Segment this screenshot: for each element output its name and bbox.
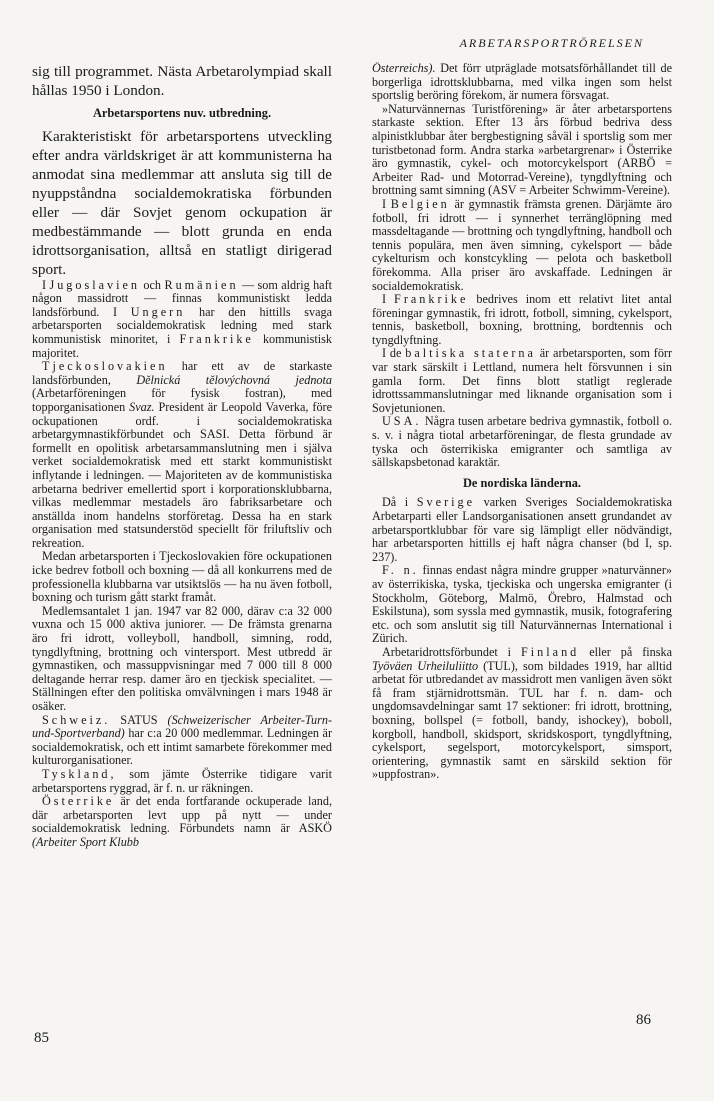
paragraph-membership: Medlemsantalet 1 jan. 1947 var 82 000, därav c:a 32 000 vuxna och 15 000 aktiva juniorer. — De främsta grenarna äro fri idrott, volleyboll, handboll, simning, rodd, tyngdlyftning, brottning och vintersport. Mest utbredd är gymnastiken, och massuppvisningar med 7 000 till 8 000 deltagande herrar resp. damer äro en tjeckisk specialitet. — Ställningen efter den politiska omvälvningen i mars 1948 är osäker. (32, 603, 332, 713)
page-number-right: 86 (636, 1012, 651, 1028)
paragraph-france: I Frankrike bedrives inom ett relativt litet antal föreningar gymnastik, fri idrott, fotboll, simning, cykelsport, tennis, basketboll, boxning, brottning, bordtennis och tyngdlyftning. (372, 292, 672, 347)
paragraph-usa: USA. Några tusen arbetare bedriva gymnastik, fotboll o. s. v. i några tiotal arbetarföreningar, de flesta grundade av tyska och österrikiska emigranter och samtliga av sällskapsbetonad karaktär. (372, 414, 672, 470)
paragraph-sweden: Då i Sverige varken Sveriges Socialdemokratiska Arbetarparti eller Landsorganisationen ansett grundandet av arbetarsportklubbar för vare sig lämpligt eller nödvändigt, har arbetarsporten hittills ej haft några chanser (bd I, sp. 237). (372, 495, 672, 564)
paragraph-naturfriends: »Naturvännernas Turistförening» är åter arbetarsportens starkaste sektion. Efter 13 års förbud bedriva dess alpinistklubbar åter bergbestigning såväl i sportslig som mer turistbetonad form. Andra starka »arbetargrenar» i Österrike äro gymnastik, cykel- och motorcykelsport (ARBÖ = Arbeiter Rad- und Motorrad-Vereine), tyngdlyftning och brottning samt simning (ASV = Arbeiter Schwimm-Vereine). (372, 101, 672, 198)
paragraph-characteristics: Karakteristiskt för arbetarsportens utveckling efter andra världskriget är att kommunisterna ha anmodat sina medlemmar att ansluta sig till de nyuppståndna socialdemokratiska förbunden eller — där Sovjet genom ockupation är medbestämmande — blott grunda en enda idrottsorganisation, alltså en statligt dirigerad sport. (32, 127, 332, 278)
section-heading-nordic: De nordiska länderna. (462, 475, 582, 490)
paragraph-czech-football: Medan arbetarsporten i Tjeckoslovakien före ockupationen icke bedrev fotboll och boxning — då all konkurrens med de professionella klubbarna var utsiktslös — ha nu även fotboll, boxning och turism gått starkt framåt. (32, 549, 332, 605)
page-number-left: 85 (34, 1030, 49, 1046)
paragraph-czechoslovakia: Tjeckoslovakien har ett av de starkaste landsförbunden, Dělnická tělovýchovná jednota (Arbetarföreningen för fysisk fostran), med topporganisationen Svaz. President är Leopold Vaverka, före ockupationen ordf. i socialdemokratiska arbetargymnastikförbundet och SASI. Detta förbund är formellt en opolitisk arbetarsammanslutning men i själva verket socialdemokratisk med ett starkt kommunistiskt inflytande i ledningen. — Majoriteten av de kommunistiska arbetarna bedriver emellertid sport i korporationsklubbarna, vilkas medlemmar mestadels äro fabriksarbetare och anställda inom handelns storföretag. Dessa ha en stark organisation med statsunderstöd speciellt för friluftsliv och rekreation. (32, 359, 332, 550)
right-column (372, 62, 672, 992)
running-header: ARBETARSPORTRÖRELSEN (459, 36, 644, 50)
paragraph-current-groups: F. n. finnas endast några mindre grupper »naturvänner» av österrikiska, tyska, tjeckiska och ungerska emigranter (i Stockholm, Göteborg, Malmö, Örebro, Halmstad och Eskilstuna), som syssla med gymnastik, musik, fotografering etc. och som anslutit sig till Naturvännernas International i Zürich. (372, 563, 672, 646)
paragraph-switzerland: Schweiz. SATUS (Schweizerischer Arbeiter-Turn-und-Sportverband) har c:a 20 000 medlemmar. Ledningen är socialdemokratisk, och ett intimt samarbete förekommer med kulturorganisationer. (32, 712, 332, 768)
paragraph-austria-continued: Österreichs). Det förr utpräglade motsatsförhållandet till de borgerliga idrottsklubbarna, med vilka ingen som helst sportslig beröring förekom, är numera försvagat. (372, 62, 672, 103)
section-heading-current-spread: Arbetarsportens nuv. utbredning. (92, 106, 272, 120)
paragraph-germany: Tyskland, som jämte Österrike tidigare varit arbetarsportens ryggrad, är f. n. ur räkningen. (32, 766, 332, 795)
paragraph-baltic-states: I de baltiska staterna är arbetarsporten, som förr var stark särskilt i Lettland, numera helt försvunnen i sin gamla form. Det finns blott statligt reglerade idrottssammanslutningar med liknande organisation som i Sovjetunionen. (372, 346, 672, 415)
paragraph-belgium: I Belgien är gymnastik främsta grenen. Därjämte äro fotboll, fri idrott — i synnerhet terränglöpning med massdeltagande — brottning och tyngdlyftning, handboll och tennis populära, men även simning, cykelsport — både cykelturism och konstcykling — pelota och basketboll förekomma. Alla priser äro avskaffade. Ledningen är socialdemokratisk. (372, 196, 672, 293)
left-column (32, 62, 332, 1022)
paragraph-finland: Arbetaridrottsförbundet i Finland eller på finska Työväen Urheiluliitto (TUL), som bildades 1919, har alltid arbetat för utbredandet av massidrott men vanligen även sökt få fram stjärnidrottsmän. TUL har f. n. dam- och ungdomsavdelningar samt 17 sektioner: fri idrott, brottning, boxning, bollspel (= fotboll, bandy, ishockey), boboll, korgboll, handboll, skidsport, skridskosport, tyngdlyftning, cykelsport, segelsport, motorcykelsport, simsport, orientering, gymnastik samt en särskild sektion för »uppfostran». (372, 644, 672, 782)
paragraph-austria: Österrike är det enda fortfarande ockuperade land, där arbetarsporten levt upp på nytt — under socialdemokratisk ledning. Förbundets namn är ASKÖ (Arbeiter Sport Klubb (32, 794, 332, 849)
intro-paragraph: sig till programmet. Nästa Arbetarolympiad skall hållas 1950 i London. (32, 63, 332, 99)
paragraph-jugoslavia: I Jugoslavien och Rumänien — som aldrig haft någon massidrott — finnas kommunistiskt ledda landsförbund. I Ungern har den hittills svaga arbetarsporten socialdemokratisk ledning med stark kommunistisk minoritet, i Frankrike kommunistisk majoritet. (32, 277, 332, 360)
